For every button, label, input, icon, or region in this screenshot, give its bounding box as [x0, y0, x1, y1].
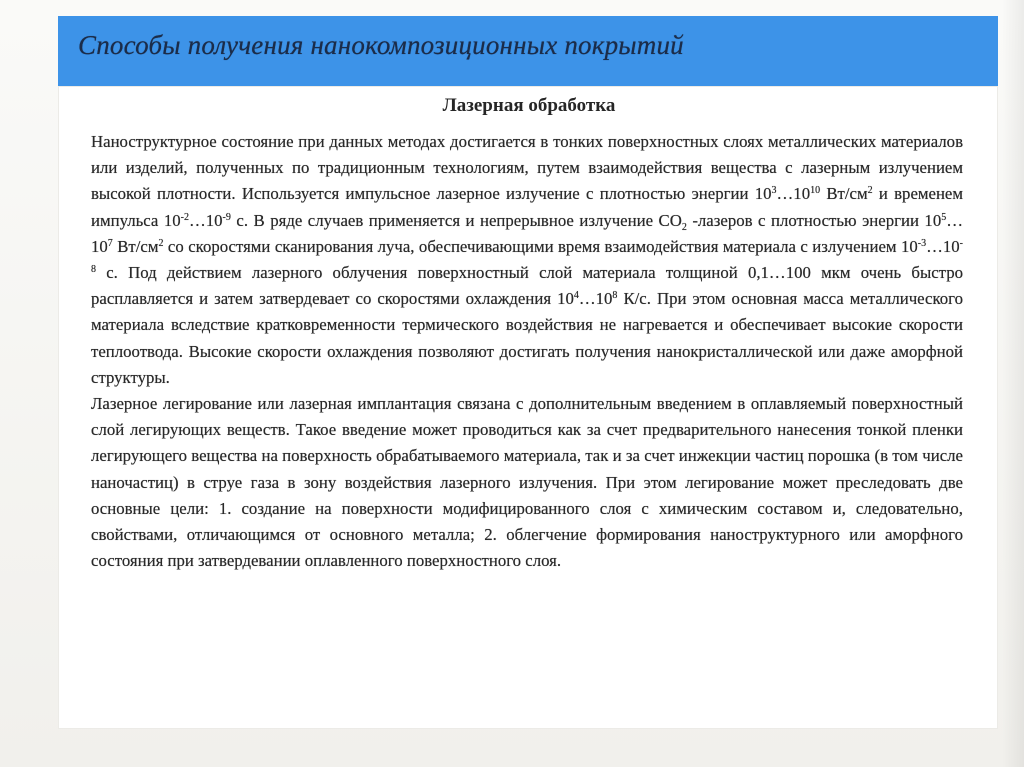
superscript: 5: [941, 211, 947, 223]
slide-title: Способы получения нанокомпозиционных покрытий: [78, 30, 684, 60]
text-run: -лазеров с плотностью энергии 10: [686, 210, 942, 230]
superscript: 2: [867, 185, 873, 197]
superscript: 2: [158, 237, 164, 249]
paragraph-1: [91, 129, 963, 391]
text-run: …10: [926, 236, 960, 256]
text-run: …10: [91, 210, 963, 256]
text-run: Вт/см: [820, 184, 868, 204]
superscript: -2: [180, 211, 189, 223]
superscript: -8: [91, 237, 964, 276]
superscript: -9: [222, 211, 231, 223]
superscript: 7: [107, 237, 113, 249]
superscript: 3: [771, 185, 777, 197]
body-text: [91, 129, 963, 574]
text-run: К/с. При этом основная масса металлического материала вследствие кратковременности термического воздействия не нагревается и обеспечивает высокие скорости теплоотвода. Высокие скорости охлаждения позволяют достигать получения нанокристаллической или даже аморфной структуры.: [91, 289, 963, 387]
text-run: Лазерное легирование или лазерная имплантация связана с дополнительным введением в оплавляемый поверхностный слой легирующих веществ. Такое введение может проводиться как за счет предварительного нанесения тонкой пленки легирующего вещества на поверхность обрабатываемого материала, так и за счет инжекции частиц порошка (в том числе наночастиц) в струе газа в зону воздействия лазерного излучения. При этом легирование может преследовать две основные цели: 1. создание на поверхности модифицированного слоя с химическим составом и, следовательно, свойствами, отличающимся от основного металла; 2. облегчение формирования наноструктурного или аморфного состояния при затвердевании оплавленного поверхностного слоя.: [91, 394, 963, 571]
text-run: и временем импульса 10: [91, 184, 964, 230]
text-run: Наноструктурное состояние при данных методах достигается в тонких поверхностных слоях металлических материалов или изделий, полученных по традиционным технологиям, путем взаимодействия вещества с лазерным излучением высокой плотности. Используется импульсное лазерное излучение с плотностью энергии 10: [91, 132, 963, 204]
text-run: Вт/см: [112, 236, 159, 256]
text-run: …10: [188, 210, 223, 230]
text-run: с. Под действием лазерного облучения поверхностный слой материала толщиной 0,1…100 мкм очень быстро расплавляется и затем затвердевает со скоростями охлаждения 10: [91, 263, 963, 309]
text-run: с. В ряде случаев применяется и непрерывное излучение СО: [230, 210, 682, 230]
superscript: -3: [917, 237, 927, 249]
subscript: 2: [681, 221, 687, 233]
superscript: 10: [810, 185, 821, 197]
text-run: со скоростями сканирования луча, обеспечивающими время взаимодействия материала с излучением 10: [163, 236, 918, 256]
paragraph-2: [91, 391, 963, 574]
content-panel: [58, 86, 998, 729]
superscript: 8: [612, 290, 618, 302]
section-heading: Лазерная обработка: [442, 95, 616, 116]
text-run: …10: [776, 184, 811, 204]
title-band: [58, 16, 998, 86]
page-edge-shadow: [1002, 0, 1024, 767]
text-run: …10: [578, 289, 613, 309]
superscript: 4: [573, 290, 579, 302]
